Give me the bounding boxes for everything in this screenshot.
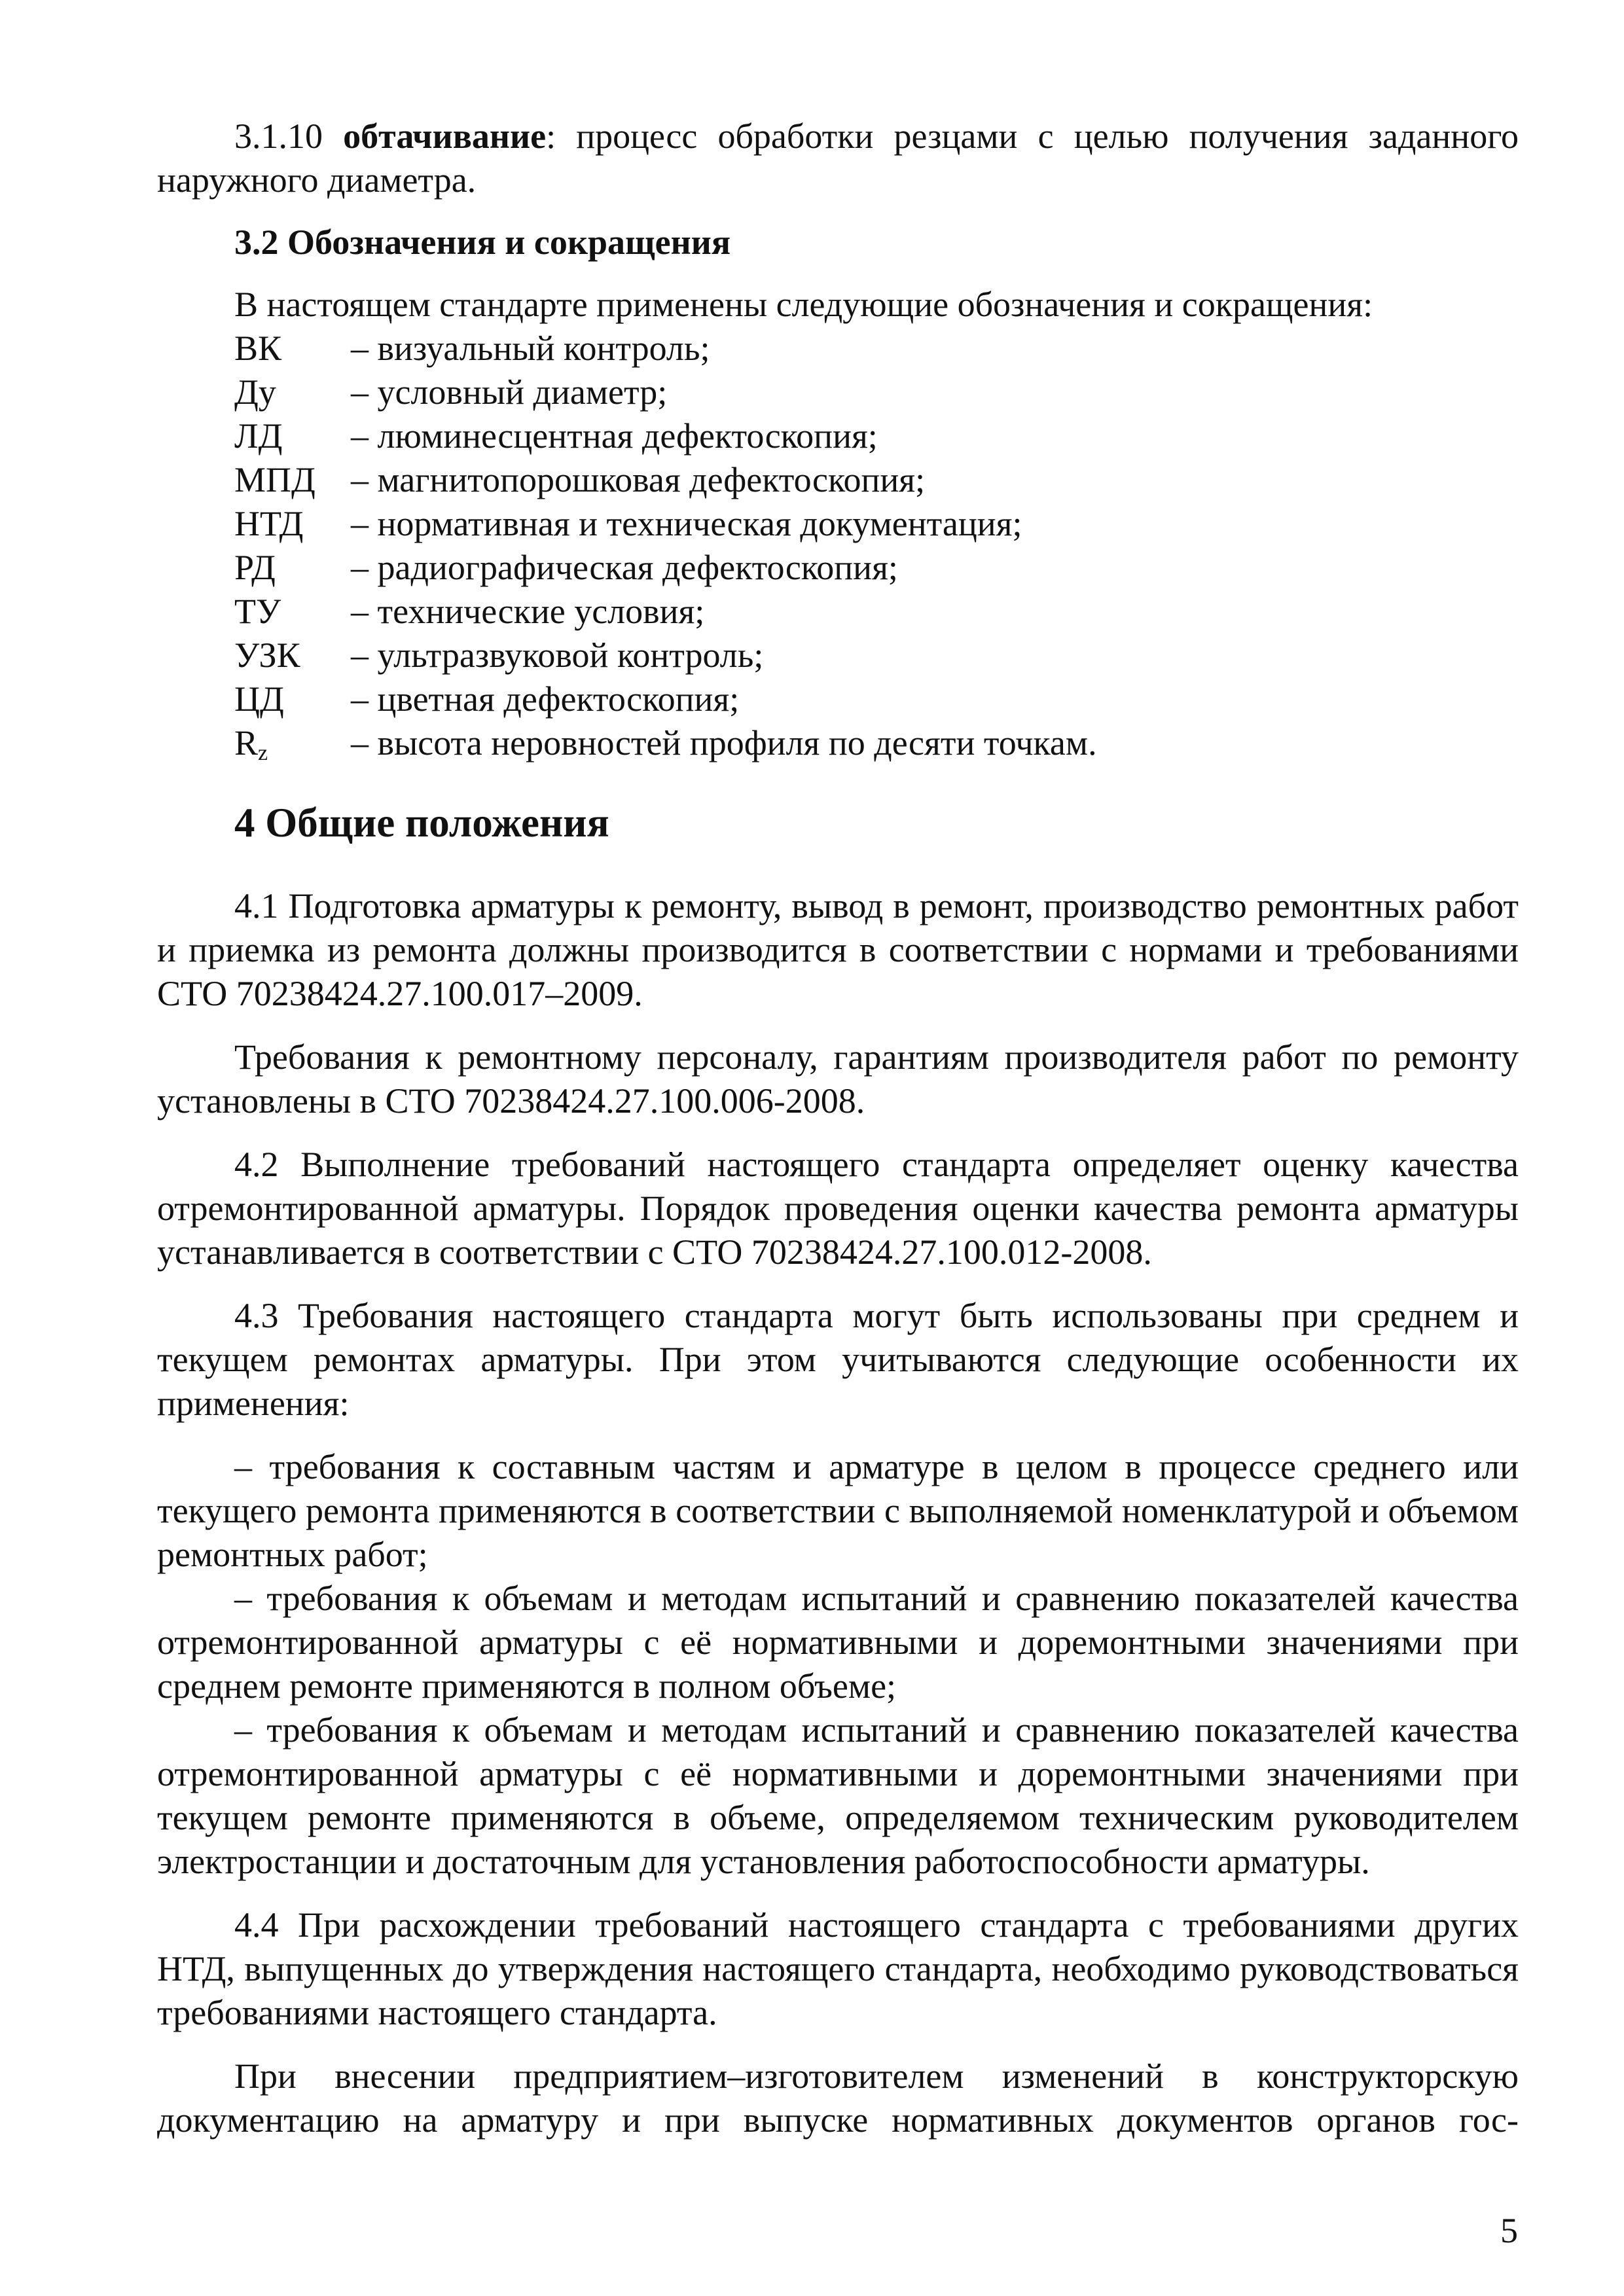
dash-list-item: – требования к составным частям и арматуре в целом в процессе среднего или текущего ремонта применяются в соответствии с выполняемой номенклатурой и объемом ремонтных работ;: [157, 1447, 1519, 1574]
abbreviation-item: [234, 414, 1519, 458]
abbreviation-desc: – ультразвуковой контроль;: [351, 636, 764, 675]
abbreviation-desc: – радиографическая дефектоскопия;: [351, 548, 898, 587]
paragraph-4-4: 4.4 При расхождении требований настоящего стандарта с требованиями других НТД, выпущенных до утверждения настоящего стандарта, необходимо руководствоваться требованиями настоящего стандарта.: [157, 1905, 1519, 2032]
abbreviation-item: [234, 546, 1519, 590]
abbreviation-code: МПД: [234, 460, 316, 499]
abbreviation-item: [234, 458, 1519, 502]
paragraph-4-1-personnel: Требования к ремонтному персоналу, гарантиям производителя работ по ремонту установлены в СТО 70238424.27.100.006-2008.: [157, 1037, 1519, 1121]
abbreviations-intro: В настоящем стандарте применены следующие обозначения и сокращения:: [234, 285, 1373, 324]
abbreviation-item-rz: [234, 721, 1519, 765]
abbreviation-code: РД: [234, 548, 276, 587]
paragraph-4-1: 4.1 Подготовка арматуры к ремонту, вывод в ремонт, производство ремонтных работ и приемка из ремонта должны производится в соответствии с нормами и требованиями СТО 70238424.27.100.017–2009.: [157, 886, 1519, 1013]
abbreviation-desc: – нормативная и техническая документация;: [351, 504, 1022, 543]
abbreviation-desc: – магнитопорошковая дефектоскопия;: [351, 460, 926, 499]
abbreviation-desc: – визуальный контроль;: [351, 329, 710, 368]
rz-subscript: z: [258, 741, 268, 765]
term-number: 3.1.10: [234, 117, 323, 156]
abbreviation-code: [234, 721, 351, 765]
abbreviation-desc: – цветная дефектоскопия;: [351, 679, 740, 719]
abbreviation-item: [234, 677, 1519, 721]
page-number: 5: [1500, 2211, 1518, 2250]
abbreviation-code: НТД: [234, 504, 304, 543]
paragraph-4-4-manufacturer: При внесении предприятием–изготовителем изменений в конструкторскую документацию на арматуру и при выпуске нормативных документов органов гос-: [157, 2056, 1519, 2140]
abbreviation-desc: – высота неровностей профиля по десяти точкам.: [351, 723, 1097, 762]
abbreviations-heading: 3.2 Обозначения и сокращения: [234, 223, 731, 262]
abbreviation-desc: – условный диаметр;: [351, 372, 668, 412]
abbreviation-item: [234, 370, 1519, 414]
abbreviation-item: [234, 502, 1519, 546]
paragraph-4-2: 4.2 Выполнение требований настоящего стандарта определяет оценку качества отремонтированной арматуры. Порядок проведения оценки качества ремонта арматуры устанавливается в соответствии с СТО 70238424.27.100.012-2008.: [157, 1145, 1519, 1272]
dash-list-item: – требования к объемам и методам испытаний и сравнению показателей качества отремонтированной арматуры с её нормативными и доремонтными значениями при текущем ремонте применяются в объеме, определяемом техническим руководителем электростанции и достаточным для установления работоспособности арматуры.: [157, 1710, 1519, 1881]
dash-list-item: – требования к объемам и методам испытаний и сравнению показателей качества отремонтированной арматуры с её нормативными и доремонтными значениями при среднем ремонте применяются в полном объеме;: [157, 1579, 1519, 1706]
abbreviation-item: [234, 327, 1519, 370]
abbreviation-desc: – технические условия;: [351, 592, 705, 631]
abbreviation-item: [234, 634, 1519, 677]
rz-letter: R: [234, 723, 259, 762]
section-4-heading: 4 Общие положения: [234, 800, 609, 846]
abbreviation-code: ЦД: [234, 679, 284, 719]
abbreviation-code: ТУ: [234, 592, 281, 631]
abbreviation-desc: – люминесцентная дефектоскопия;: [351, 416, 878, 456]
abbreviation-code: ЛД: [234, 416, 283, 456]
abbreviation-code: ВК: [234, 329, 282, 368]
abbreviation-code: УЗК: [234, 636, 300, 675]
abbreviation-code: Ду: [234, 372, 276, 412]
abbreviation-item: [234, 590, 1519, 634]
term-definition: [157, 115, 1519, 202]
document-page: [157, 115, 1519, 2142]
term-text: : процесс обработки резцами с целью получения заданного наружного диаметра.: [157, 117, 1519, 200]
term-word: обтачивание: [343, 117, 547, 156]
paragraph-4-3: 4.3 Требования настоящего стандарта могут быть использованы при среднем и текущем ремонтах арматуры. При этом учитываются следующие особенности их применения:: [157, 1296, 1519, 1423]
abbreviations-list: [234, 327, 1519, 765]
